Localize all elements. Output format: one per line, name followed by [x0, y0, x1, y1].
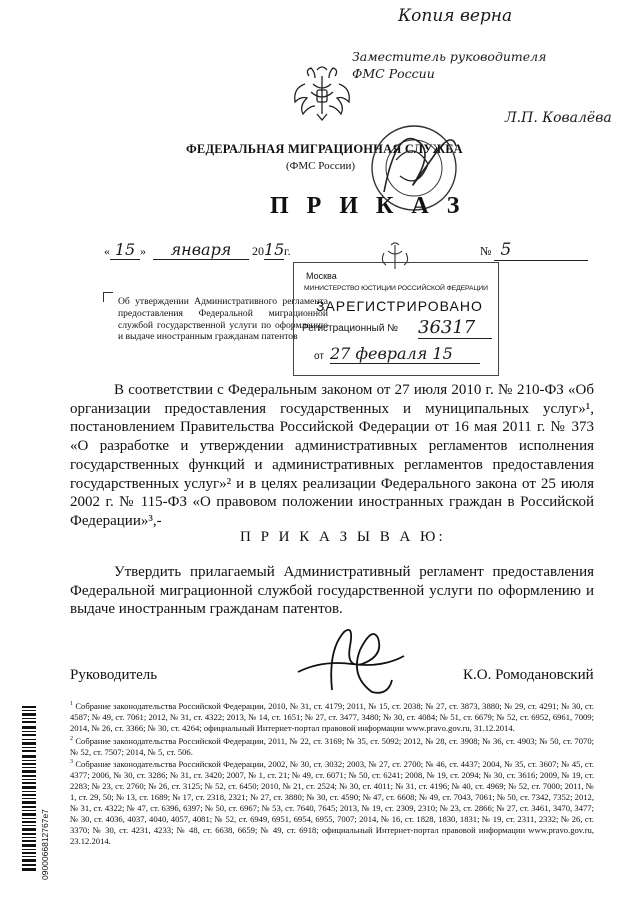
registration-stamp	[293, 262, 499, 376]
handwritten-line: Заместитель руководителя	[352, 49, 547, 64]
handwritten-line: ФМС России	[352, 66, 435, 81]
stamp-date-label: от	[314, 351, 324, 362]
stamp-reg-number: 36317	[418, 317, 492, 339]
footnote	[70, 757, 594, 846]
agency-name: ФЕДЕРАЛЬНАЯ МИГРАЦИОННАЯ СЛУЖБА	[186, 142, 463, 156]
signer-name: К.О. Ромодановский	[463, 667, 594, 683]
footnote-text: Собрание законодательства Российской Федерации, 2011, № 22, ст. 3169; № 35, ст. 5092; 2012, № 28, ст. 3908; № 36, ст. 4903; № 50, ст. 7070; № 52, ст. 7507; 2014, № 5, ст. 506.	[70, 735, 595, 757]
date-year-prefix: 20	[252, 244, 264, 258]
order-preamble	[70, 381, 594, 531]
footnote-text: Собрание законодательства Российской Федерации, 2010, № 31, ст. 4179; 2011, № 15, ст. 2038; № 27, ст. 3873, 3880; № 29, ст. 4291; № 30, ст. 4587; № 49, ст. 7061; 2012, № 31, ст. 4322; 2013, № 14, ст. 1651; № 27, ст. 3477, 3480; № 30, ст. 4084; № 51, ст. 6679; № 52, ст. 6952, 6961, 7009; 2014, № 26, ст. 3366; № 30, ст. 4264; официальный Интернет-портал правовой информации www.pravo.gov.ru, 31.12.2014.	[70, 700, 594, 733]
preamble-paragraph: В соответствии с Федеральным законом от 27 июля 2010 г. № 210-ФЗ «Об организации предоставления государственных и муниципальных услуг»¹, постановлением Правительства Российской Федерации от 16 мая 2011 г. № 373 «О разработке и утверждении административных регламентов исполнения государственных функций и административных регламентов предоставления государственных услуг»² и в целях реализации Федерального закона от 25 июля 2002 г. № 115-ФЗ «О правовом положении иностранных граждан в Российской Федерации»³,-	[70, 382, 594, 529]
handwritten-name: Л.П. Ковалёва	[505, 110, 612, 126]
footnote-text: Собрание законодательства Российской Федерации, 2002, № 30, ст. 3032; 2003, № 27, ст. 2700; № 46, ст. 4437; 2004, № 35, ст. 3607; № 45, ст. 4377; 2006, № 30, ст. 3286; № 31, ст. 3420; 2007, № 1, ст. 21; № 49, ст. 6071; № 50, ст. 6241; 2008, № 19, ст. 2094; № 30, ст. 3616; 2009, № 19, ст. 2283; № 23, ст. 2760; № 26, ст. 3125; № 52, ст. 6450; 2010, № 21, ст. 2524; № 30, ст. 4011; № 31, ст. 4196; № 40, ст. 4969; № 52, ст. 7000; 2011, № 1, ст. 29, 50; № 13, ст. 1689; № 17, ст. 2318, 2321; № 27, ст. 3880; № 30, ст. 4590; № 47, ст. 6608; № 49, ст. 7043, 7061; № 50, ст. 7342, 7352; 2012, № 31, ст. 4322; № 47, ст. 6396, 6397; № 50, ст. 6967; № 53, ст. 7640, 7645; 2013, № 19, ст. 2309, 2310; № 23, ст. 2866; № 27, ст. 3461, 3470, 3477; № 30, ст. 4036, 4037, 4040, 4057, 4081; № 52, ст. 6949, 6951, 6954, 6955, 7007; 2014, № 16, ст. 1828, 1830, 1831; № 19, ст. 2311, 2332; № 26, ст. 3370; № 30, ст. 4231, 4233; № 48, ст. 6638, 6659; № 49, ст. 6918; официальный Интернет-портал правовой информации www.pravo.gov.ru, 23.12.2014.	[70, 759, 594, 847]
footnote	[70, 699, 594, 734]
handwritten-position	[352, 48, 622, 82]
stamp-city: Москва	[306, 271, 337, 281]
stamp-ministry: МИНИСТЕРСТВО ЮСТИЦИИ РОССИЙСКОЙ ФЕДЕРАЦИИ	[304, 285, 488, 292]
date-quote-open: «	[104, 244, 110, 258]
number-sign: №	[480, 244, 492, 258]
footnote-mark: 3	[70, 759, 73, 766]
date-month: января	[153, 240, 249, 260]
agency-short-name: (ФМС России)	[286, 160, 356, 172]
double-headed-eagle-emblem	[291, 62, 353, 122]
barcode-number: 0900066812767e7	[40, 809, 50, 880]
document-title: П Р И К А З	[270, 193, 466, 219]
order-word: П Р И К А З Ы В А Ю:	[240, 529, 446, 545]
order-subject: Об утверждении Административного регламента предоставления Федеральной миграционной службой государственной услуги по оформлению и выдаче иностранным гражданам патентов	[118, 296, 328, 343]
stamp-reg-label: Регистрационный №	[302, 323, 398, 334]
footnote-mark: 1	[70, 701, 73, 707]
signer-title: Руководитель	[70, 667, 158, 683]
subject-bracket	[103, 292, 113, 302]
stamp-eagle-icon	[378, 241, 412, 273]
order-number-line	[480, 240, 588, 261]
barcode	[22, 706, 56, 872]
date-quote-close: »	[140, 244, 146, 258]
stamp-registered: ЗАРЕГИСТРИРОВАНО	[316, 298, 483, 314]
date-day: 15	[110, 240, 140, 260]
footnote	[70, 734, 594, 758]
footnotes	[70, 699, 594, 847]
stamp-reg-date: 27 февраля 15	[330, 344, 480, 364]
head-signature	[292, 620, 412, 700]
decree-paragraph: Утвердить прилагаемый Административный регламент предоставления Федеральной миграционной службой государственной услуги по оформлению и выдаче иностранным гражданам патентов.	[70, 564, 594, 618]
order-number: 5	[494, 240, 588, 261]
barcode-bars	[22, 706, 56, 872]
footnote-mark: 2	[70, 735, 73, 742]
handwritten-copy-note: Копия верна	[398, 6, 513, 26]
order-date-line	[104, 240, 291, 260]
date-year-suffix: 15	[264, 240, 285, 259]
date-year-unit: г.	[284, 244, 291, 258]
